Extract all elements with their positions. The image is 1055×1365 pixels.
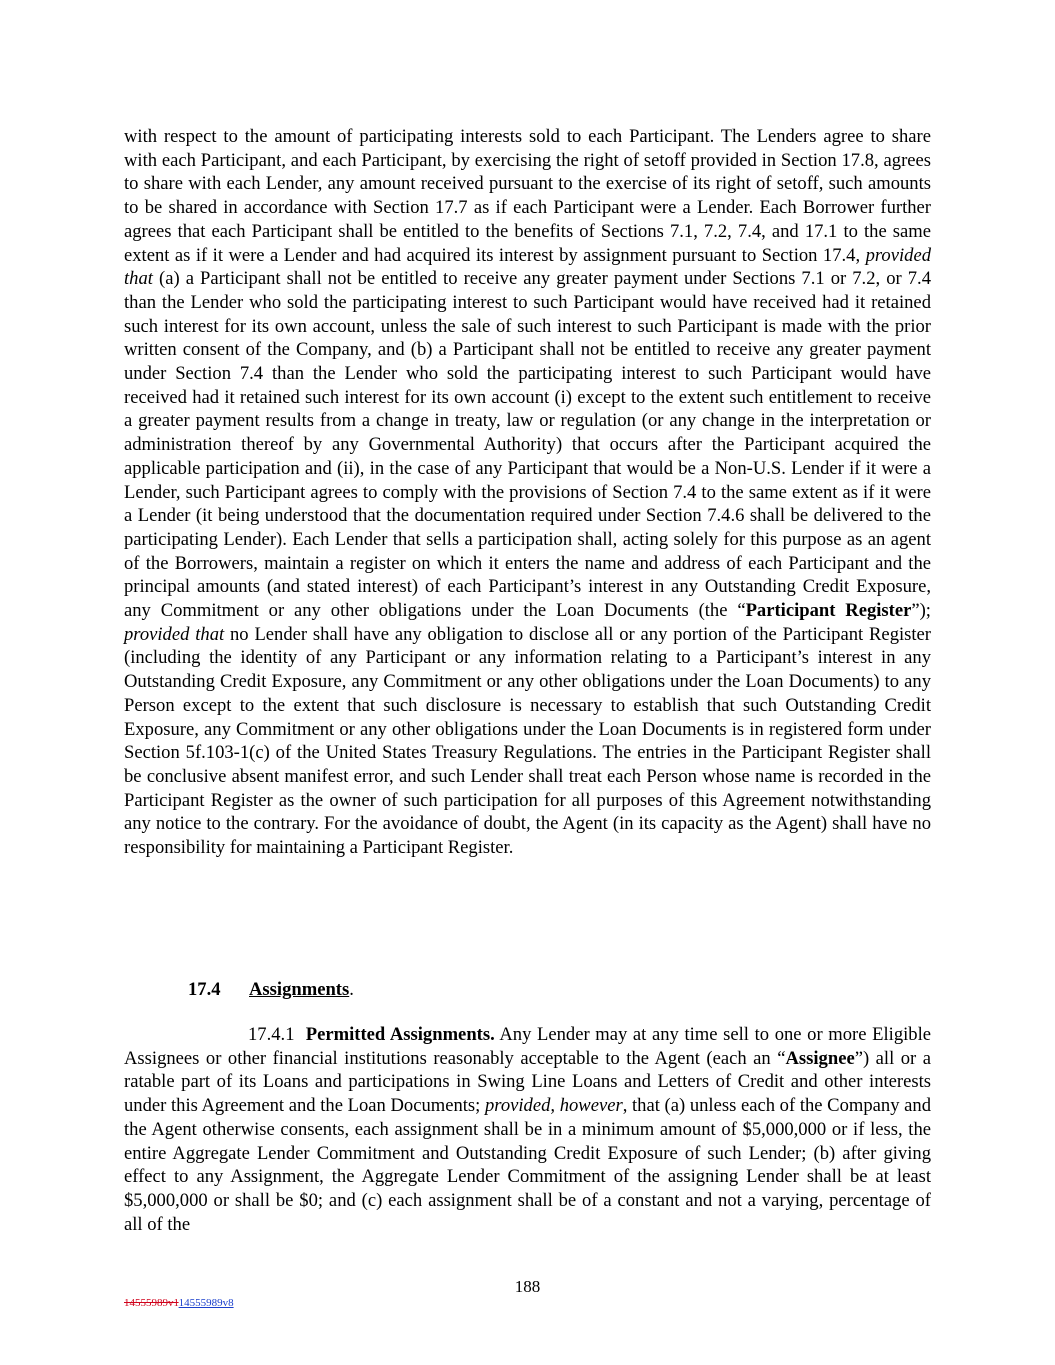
defined-term-participant-register: Participant Register	[745, 600, 912, 622]
document-id-new: 14555989v8	[178, 1297, 234, 1309]
document-id	[124, 1297, 234, 1309]
text-run: ”);	[911, 600, 931, 622]
document-id-old: 14555989v1	[124, 1297, 179, 1309]
permitted-assignments-paragraph	[124, 1023, 931, 1236]
italic-run: provided, however	[484, 1095, 623, 1117]
subsection-title: Permitted Assignments.	[305, 1024, 495, 1045]
text-run: Any Lender may at any time sell to one or more Eligible Assignees or other financial institutions reasonably acceptable to the Agent (each an “	[124, 1024, 932, 1069]
participation-paragraph	[124, 125, 931, 860]
subsection-number: 17.4.1	[248, 1024, 295, 1045]
text-run: no Lender shall have any obligation to disclose all or any portion of the Participant Register (including the identity of any Participant or any information relating to a Participant’s interest in any Outstanding Credit Exposure, any Commitment or any other obligations under the Loan Documents) to any Person except to the extent that such disclosure is necessary to establish that such Outstanding Credit Exposure, any Commitment or any other obligations under the Loan Documents is in registered form under Section 5f.103-1(c) of the United States Treasury Regulations. The entries in the Participant Register shall be conclusive absent manifest error, and such Lender shall treat each Person whose name is recorded in the Participant Register as the owner of such participation for all purposes of this Agreement notwithstanding any notice to the contrary. For the avoidance of doubt, the Agent (in its capacity as the Agent) shall have no responsibility for maintaining a Participant Register.	[124, 623, 931, 859]
defined-term-assignee: Assignee	[785, 1047, 855, 1069]
text-run: , that (a) unless each of the Company and the Agent otherwise consents, each assignment shall be in a minimum amount of $5,000,000 or if less, the entire Aggregate Lender Commitment and Outstanding Credit Exposure of such Lender; (b) after giving effect to any Assignment, the Aggregate Lender Commitment of the assigning Lender shall be at least $5,000,000 or shall be $0; and (c) each assignment shall be of a constant and not a varying, percentage of all of the	[124, 1095, 931, 1235]
section-title-period: .	[349, 979, 354, 1000]
text-run: (a) a Participant shall not be entitled to receive any greater payment under Sections 7.1 or 7.2, or 7.4 than the Lender who sold the participating interest to such Participant would have received had it retained such interest for its own account, unless the sale of such interest to such Participant is made with the prior written consent of the Company, and (b) a Participant shall not be entitled to receive any greater payment under Section 7.4 than the Lender who sold the participating interest to such Participant would have received had it retained such interest for its own account (i) except to the extent such entitlement to receive a greater payment results from a change in treaty, law or regulation (or any change in the interpretation or administration thereof by any Governmental Authority) that occurs after the Participant acquired the applicable participation and (ii), in the case of any Participant that would be a Non-U.S. Lender if it were a Lender, such Participant agrees to comply with the provisions of Section 7.4 to the same extent as if it were a Lender (it being understood that the documentation required under Section 7.4.6 shall be delivered to the participating Lender). Each Lender that sells a participation shall, acting solely for this purpose as an agent of the Borrowers, maintain a register on which it enters the name and address of each Participant and the principal amounts (and stated interest) of each Participant’s interest in any Outstanding Credit Exposure, any Commitment or any other obligations under the Loan Documents (the “	[124, 268, 931, 622]
section-title: Assignments	[249, 979, 350, 1000]
text-run: ”) all or a ratable part of its Loans and participations in Swing Line Loans and Letters of Credit and other interests under this Agreement and the Loan Documents;	[124, 1047, 931, 1117]
section-heading-17-4	[188, 978, 354, 1002]
page-number: 188	[514, 1277, 541, 1296]
italic-run: provided that	[124, 623, 225, 645]
italic-run: provided that	[124, 244, 931, 290]
section-number: 17.4	[188, 979, 221, 1000]
text-run: with respect to the amount of participating interests sold to each Participant. The Lenders agree to share with each Participant, and each Participant, by exercising the right of setoff provided in Section 17.8, agrees to share with each Lender, any amount received pursuant to the exercise of its right of setoff, such amounts to be shared in accordance with Section 17.7 as if each Participant were a Lender. Each Borrower further agrees that each Participant shall be entitled to the benefits of Sections 7.1, 7.2, 7.4, and 17.1 to the same extent as if it were a Lender and had acquired its interest by assignment pursuant to Section 17.4,	[124, 126, 931, 266]
